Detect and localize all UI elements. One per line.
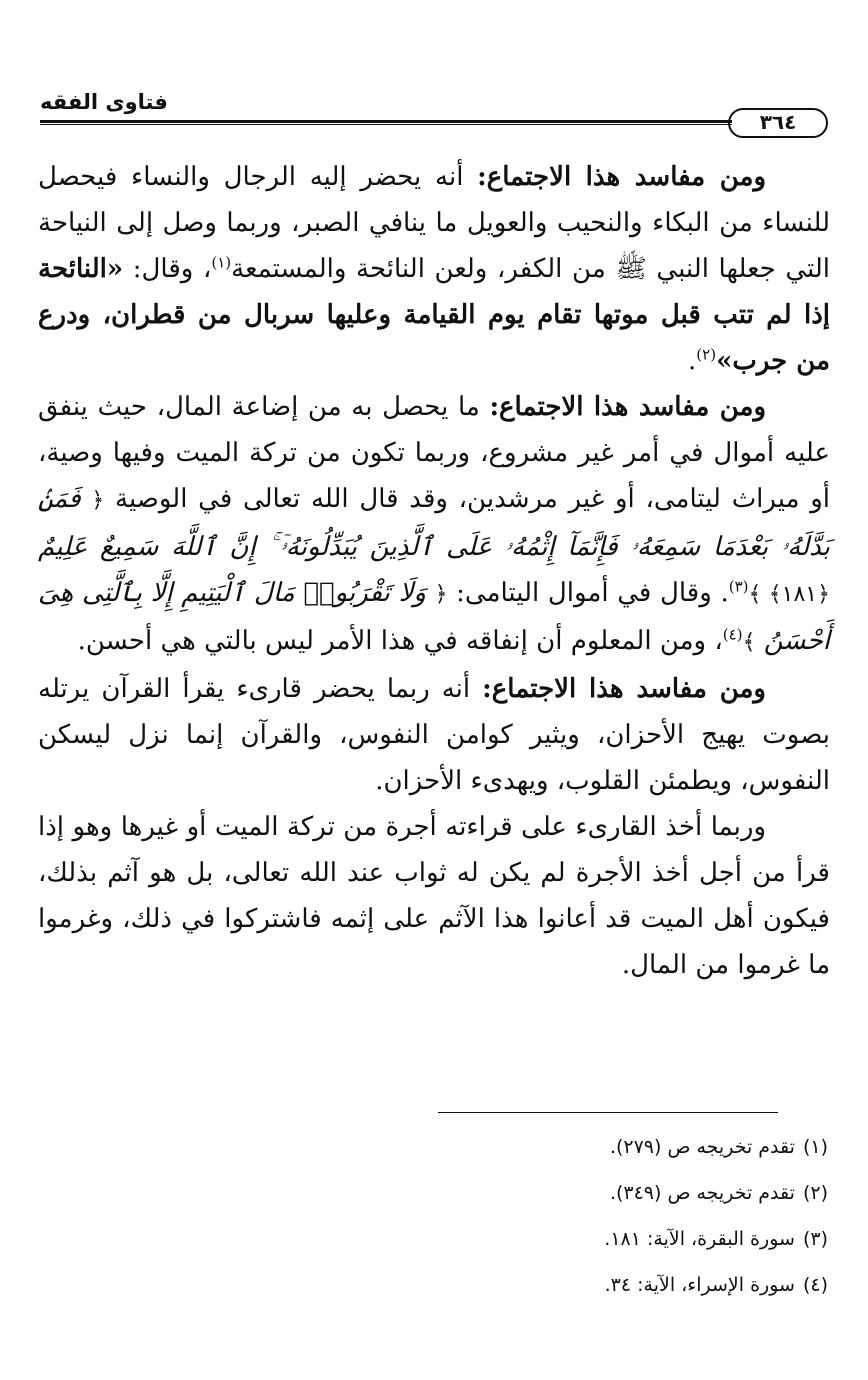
footnote-4 <box>228 1262 828 1308</box>
paragraph-text: أنه ربما يحضر قارىء يقرأ القرآن يرتله بصوت يهيج الأحزان، ويثير كوامن النفوس، والقرآن إنما نزل ليسكن النفوس، ويطمئن القلوب، ويهدىء الأحزان. <box>38 674 830 796</box>
paragraph-text: ما يحصل به من إضاعة المال، حيث ينفق عليه أموال في أمر غير مشروع، وربما تكون من تركة الميت وفيها وصية، أو ميراث ليتامى، أو غير مرشدين، وقد قال الله تعالى في الوصية <box>38 392 830 514</box>
footnote-text: سورة البقرة، الآية: ١٨١. <box>604 1228 795 1250</box>
paragraph-end: . <box>688 346 697 376</box>
paragraph-text: . وقال في أموال اليتامى: <box>447 578 729 608</box>
paragraph-lead: ومن مفاسد هذا الاجتماع: <box>489 392 766 422</box>
paragraph-text: ، وقال: <box>123 254 212 284</box>
footnote-number: (١) <box>802 1136 828 1158</box>
paragraph-lead: ومن مفاسد هذا الاجتماع: <box>477 162 766 192</box>
running-title: فتاوى الفقه <box>40 90 168 114</box>
ayah-number-marker: ﴿١٨١﴾ <box>768 582 831 607</box>
footnote-ref[interactable]: (٣) <box>728 577 749 596</box>
paragraph-3 <box>38 666 830 804</box>
paragraph-1 <box>38 154 830 384</box>
footnote-ref[interactable]: (٤) <box>722 625 743 644</box>
footnote-1 <box>228 1124 828 1170</box>
footnote-number: (٤) <box>802 1274 828 1296</box>
paragraph-2 <box>38 384 830 666</box>
footnote-number: (٢) <box>802 1182 828 1204</box>
footnote-ref[interactable]: (١) <box>211 253 232 272</box>
footnote-text: سورة الإسراء، الآية: ٣٤. <box>604 1274 795 1296</box>
header-rule <box>40 120 732 125</box>
footnote-2 <box>228 1170 828 1216</box>
footnote-number: (٣) <box>802 1228 828 1250</box>
footnote-separator <box>438 1112 778 1113</box>
quran-bracket-open: ﴿ <box>91 488 105 513</box>
paragraph-text: أنه يحضر إليه الرجال والنساء فيحصل للنساء من البكاء والنحيب والعويل ما ينافي الصبر، وربما وصل إلى النياحة التي جعلها النبي ﷺ من الكفر، ولعن النائحة والمستمعة <box>38 162 830 284</box>
page-header <box>40 88 828 148</box>
paragraph-text: ، ومن المعلوم أن إنفاقه في هذا الأمر ليس بالتي هي أحسن. <box>77 626 723 656</box>
paragraph-lead: ومن مفاسد هذا الاجتماع: <box>482 674 766 704</box>
footnote-ref[interactable]: (٢) <box>696 345 717 364</box>
quran-bracket-open: ﴿ <box>434 582 448 607</box>
paragraph-text: وربما أخذ القارىء على قراءته أجرة من تركة الميت أو غيرها وهو إذا قرأ من أجل أخذ الأجرة لم يكن له ثواب عند الله تعالى، بل هو آثم بذلك، فيكون أهل الميت قد أعانوا هذا الآثم على إثمه فاشتركوا في ذلك، وغرموا ما غرموا من المال. <box>38 812 830 980</box>
main-text <box>38 154 830 988</box>
quran-verse: وَلَا تَقْرَبُوا۟ مَالَ ٱلْيَتِيمِ إِلَّا بِٱلَّتِى هِىَ أَحْسَنُ <box>38 578 830 656</box>
footnote-text: تقدم تخريجه ص (٢٧٩). <box>609 1136 795 1158</box>
paragraph-4 <box>38 804 830 988</box>
footnote-3 <box>228 1216 828 1262</box>
footnote-text: تقدم تخريجه ص (٣٤٩). <box>609 1182 795 1204</box>
footnotes <box>228 1124 828 1308</box>
quran-bracket-close: ﴾ <box>742 630 756 655</box>
quran-bracket-close: ﴾ <box>748 582 769 607</box>
quran-verse: فَمَنۢ بَدَّلَهُۥ بَعْدَمَا سَمِعَهُۥ فَإِنَّمَآ إِثْمُهُۥ عَلَى ٱلَّذِينَ يُبَدِّلُونَهُۥٓ ۚ إِنَّ ٱللَّهَ سَمِيعٌ عَلِيمٌ <box>38 484 830 562</box>
page-number: ٣٦٤ <box>728 108 828 138</box>
hadith-quote: «النائحة إذا لم تتب قبل موتها تقام يوم القيامة وعليها سربال من قطران، ودرع من جرب» <box>38 254 830 376</box>
